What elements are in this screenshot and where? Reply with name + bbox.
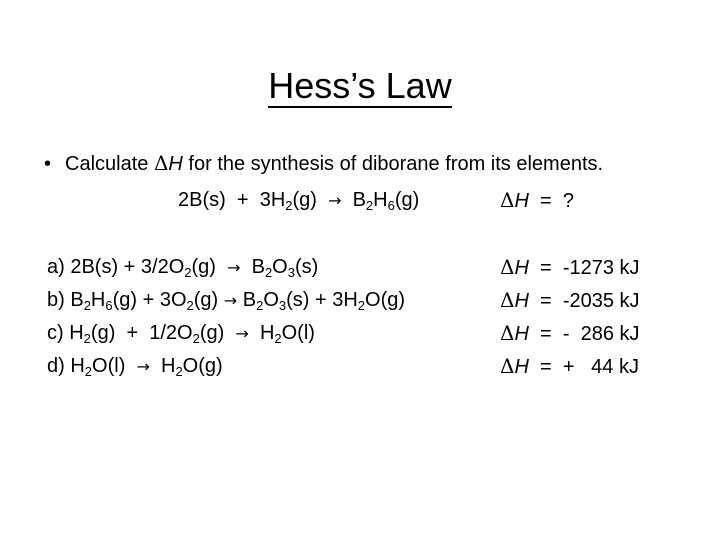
delta-h-a: ΔH = -1273 kJ <box>500 255 640 279</box>
reaction-a: a) $2B(s) + 3/2O_2(g) \to B_2O_3(s)$ <box>47 256 319 280</box>
bullet-line: • Calculate ΔH for the synthesis of diborane from its elements. <box>44 151 604 175</box>
delta-h-d: ΔH = + 44 kJ <box>500 354 639 378</box>
reaction-d: d) $H_2O(l) \to H_2O(g)$ <box>47 355 223 379</box>
slide-title: Hess’s Law <box>268 65 452 106</box>
overall-delta-h: ΔH = ? <box>500 188 574 212</box>
bullet-delta-h: Δ <box>153 151 169 175</box>
reaction-b: b) $B_2H_6(g) + 3O_2(g) \to B_2O_3(s) + 3H_2O(g)$ <box>47 289 406 313</box>
reaction-c: c) $H_2(g) + 1/2O_2(g) \to H_2O(l)$ <box>47 322 315 346</box>
delta-h-b: ΔH = -2035 kJ <box>500 288 640 312</box>
overall-equation: $2B(s) + 3H_2(g) \to B_2H_6(g)$ <box>178 189 420 213</box>
bullet-dot-icon: • <box>44 153 52 175</box>
delta-h-c: ΔH = - 286 kJ <box>500 321 640 345</box>
